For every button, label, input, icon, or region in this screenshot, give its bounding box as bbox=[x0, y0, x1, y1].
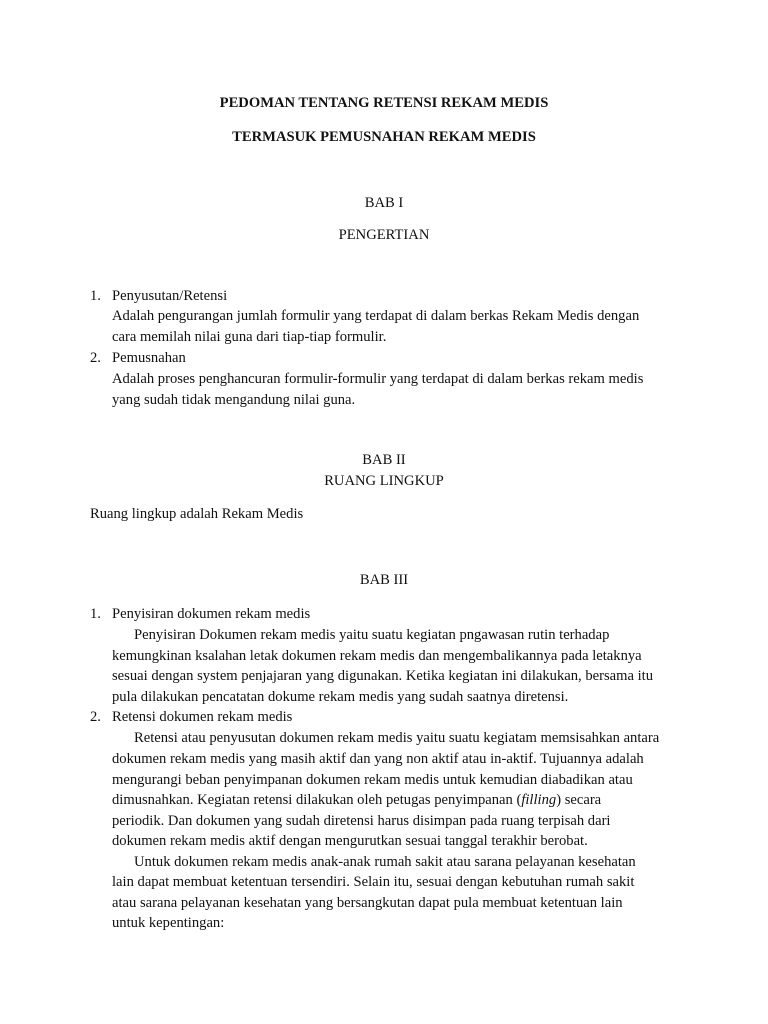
list-number: 1. bbox=[90, 606, 101, 622]
paragraph-line: dokumen rekam medis aktif dengan mengurutkan sesuai tanggal terakhir berobat. bbox=[112, 833, 588, 849]
bab1-subheading: PENGERTIAN bbox=[338, 227, 430, 243]
list-definition-line: Adalah pengurangan jumlah formulir yang terdapat di dalam berkas Rekam Medis dengan bbox=[112, 308, 640, 324]
italic-term: filling bbox=[521, 792, 557, 808]
bab1-heading: BAB I bbox=[364, 195, 404, 211]
paragraph-line: pula dilakukan pencatatan dokume rekam medis yang sudah saatnya diretensi. bbox=[112, 689, 569, 705]
paragraph-line: kemungkinan ksalahan letak dokumen rekam medis dan mengembalikannya pada letaknya bbox=[112, 648, 642, 664]
bab2-subheading: RUANG LINGKUP bbox=[324, 473, 444, 489]
document-title-line2: TERMASUK PEMUSNAHAN REKAM MEDIS bbox=[232, 129, 536, 145]
bab2-heading: BAB II bbox=[362, 452, 406, 468]
list-number: 1. bbox=[90, 288, 101, 304]
bab3-heading: BAB III bbox=[359, 572, 409, 588]
list-term: Retensi dokumen rekam medis bbox=[112, 709, 293, 725]
paragraph-line: lain dapat membuat ketentuan tersendiri. Selain itu, sesuai dengan kebutuhan rumah sakit bbox=[112, 874, 635, 890]
paragraph-text: dimusnahkan. Kegiatan retensi dilakukan oleh petugas penyimpanan ( bbox=[112, 792, 522, 808]
paragraph-line: periodik. Dan dokumen yang sudah diretensi harus disimpan pada ruang terpisah dari bbox=[112, 813, 611, 829]
list-definition-line: yang sudah tidak mengandung nilai guna. bbox=[112, 392, 356, 408]
paragraph-line: dokumen rekam medis yang masih aktif dan yang non aktif atau in-aktif. Tujuannya adalah bbox=[112, 751, 644, 767]
list-definition-line: cara memilah nilai guna dari tiap-tiap formulir. bbox=[112, 329, 387, 345]
list-term: Penyisiran dokumen rekam medis bbox=[112, 606, 311, 622]
paragraph-line: Penyisiran Dokumen rekam medis yaitu suatu kegiatan pngawasan rutin terhadap bbox=[134, 627, 610, 643]
bab2-text: Ruang lingkup adalah Rekam Medis bbox=[90, 506, 304, 522]
paragraph-line: Retensi atau penyusutan dokumen rekam medis yaitu suatu kegiatam memsisahkan antara bbox=[134, 730, 660, 746]
document-title-line1: PEDOMAN TENTANG RETENSI REKAM MEDIS bbox=[219, 95, 549, 111]
paragraph-line bbox=[112, 790, 601, 811]
paragraph-line: atau sarana pelayanan kesehatan yang bersangkutan dapat pula membuat ketentuan lain bbox=[112, 895, 623, 911]
paragraph-line: mengurangi beban penyimpanan dokumen rekam medis untuk kemudian diabadikan atau bbox=[112, 772, 633, 788]
paragraph-line: sesuai dengan system penjajaran yang digunakan. Ketika kegiatan ini dilakukan, bersama itu bbox=[112, 668, 654, 684]
list-definition-line: Adalah proses penghancuran formulir-formulir yang terdapat di dalam berkas rekam medis bbox=[112, 371, 644, 387]
list-number: 2. bbox=[90, 350, 101, 366]
list-number: 2. bbox=[90, 709, 101, 725]
list-term: Penyusutan/Retensi bbox=[112, 288, 228, 304]
paragraph-text: ) secara bbox=[556, 792, 602, 808]
paragraph-line: Untuk dokumen rekam medis anak-anak rumah sakit atau sarana pelayanan kesehatan bbox=[134, 854, 636, 870]
list-term: Pemusnahan bbox=[112, 350, 186, 366]
paragraph-line: untuk kepentingan: bbox=[112, 915, 225, 931]
